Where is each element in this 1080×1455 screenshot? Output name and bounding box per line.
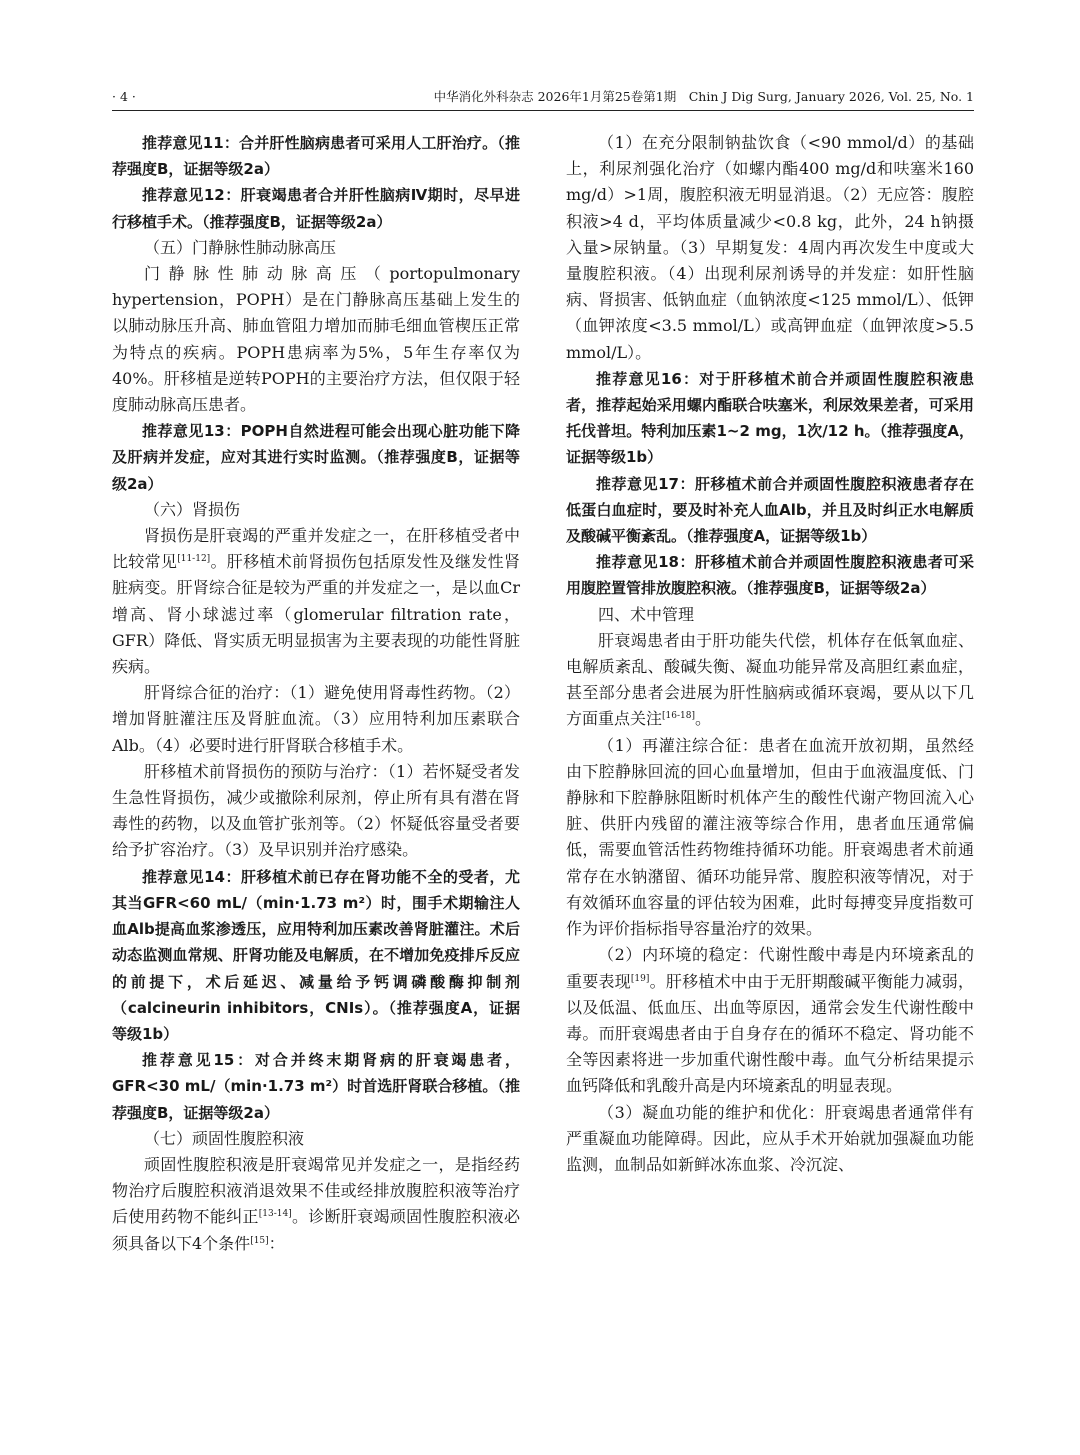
- text-segment: 。肝移植术前肾损伤包括原发性及继发性肾脏病变。肝肾综合征是较为严重的并发症之一，是以血Cr增高、肾小球滤过率（glomerular filtration rate，GFR）降低、肾实质无明显损害为主要表现的功能性肾脏疾病。: [112, 552, 520, 677]
- text-segment: ：: [268, 1233, 285, 1253]
- citation-ref: [15]: [250, 1235, 269, 1246]
- citation-ref: [13-14]: [258, 1209, 292, 1220]
- paragraph-kidney-prevention: 肝移植术前肾损伤的预防与治疗：（1）若怀疑受者发生急性肾损伤，减少或撤除利尿剂，停止所有具有潜在肾毒性的药物，以及血管扩张剂等。（2）怀疑低容量受者要给予扩容治疗。（3）及早识别并治疗感染。: [112, 761, 520, 860]
- paragraph-coagulation: （3）凝血功能的维护和优化：肝衰竭患者通常伴有严重凝血功能障碍。因此，应从手术开始就加强凝血功能监测，血制品如新鲜冰冻血浆、冷沉淀、: [566, 1102, 974, 1174]
- paragraph-poph: 门静脉性肺动脉高压（portopulmonary hypertension，POPH）是在门静脉高压基础上发生的以肺动脉压升高、肺血管阻力增加而肺毛细血管楔压正常为特点的疾病。POPH患病率为5%，5年生存率仅为40%。肝移植是逆转POPH的主要治疗方法，但仅限于轻度肺动脉高压患者。: [112, 264, 520, 415]
- text-segment: 肾损伤是肝衰竭的严重并发症之一，在肝移植受者中比较常见: [112, 526, 520, 572]
- section-heading-intraop: 四、术中管理: [598, 604, 695, 624]
- page-number: · 4 ·: [112, 89, 136, 104]
- page-header: [112, 88, 974, 111]
- section-heading-poph: （五）门静脉性肺动脉高压: [144, 237, 337, 257]
- paragraph-ascites: [112, 1152, 520, 1257]
- text-segment: 。诊断肝衰竭顽固性腹腔积液必须具备以下4个条件: [112, 1207, 520, 1253]
- right-column: [566, 130, 974, 1178]
- section-heading-kidney-injury: （六）肾损伤: [144, 499, 241, 519]
- recommendation-16: 推荐意见16：对于肝移植术前合并顽固性腹腔积液患者，推荐起始采用螺内酯联合呋塞米，利尿效果差者，可采用托伐普坦。特利加压素1~2 mg，1次/12 h。（推荐强度A，证据等级1b）: [566, 369, 974, 467]
- recommendation-14: 推荐意见14：肝移植术前已存在肾功能不全的受者，尤其当GFR<60 mL/（min·1.73 m²）时，围手术期输注人血Alb提高血浆渗透压，应用特利加压素改善肾脏灌注。术后动态监测血常规、肝肾功能及电解质，在不增加免疫排斥反应的前提下，术后延迟、减量给予钙调磷酸酶抑制剂（calcineurin inhibitors，CNIs）。（推荐强度A，证据等级1b）: [112, 867, 520, 1043]
- journal-citation: 中华消化外科杂志 2026年1月第25卷第1期 Chin J Dig Surg, January 2026, Vol. 25, No. 1: [433, 89, 974, 104]
- text-segment: 。肝移植术中由于无肝期酸碱平衡能力减弱，以及低温、低血压、出血等原因，通常会发生代谢性酸中毒。而肝衰竭患者由于自身存在的循环不稳定、肾功能不全等因素将进一步加重代谢性酸中毒。血气分析结果提示血钙降低和乳酸升高是内环境紊乱的明显表现。: [566, 971, 974, 1096]
- recommendation-15: 推荐意见15：对合并终末期肾病的肝衰竭患者，GFR<30 mL/（min·1.73 m²）时首选肝肾联合移植。（推荐强度B，证据等级2a）: [112, 1051, 520, 1122]
- section-heading-ascites: （七）顽固性腹腔积液: [144, 1128, 305, 1148]
- text-segment: 。: [694, 709, 711, 729]
- text-segment: 顽固性腹腔积液是肝衰竭常见并发症之一，是指经药物治疗后腹腔积液消退效果不佳或经排放腹腔积液等治疗后使用药物不能纠正: [112, 1154, 520, 1227]
- paragraph-ascites-criteria: （1）在充分限制钠盐饮食（<90 mmol/d）的基础上，利尿剂强化治疗（如螺内酯400 mg/d和呋塞米160 mg/d）>1周，腹腔积液无明显消退。（2）无应答：腹腔积液>4 d，平均体质量减少<0.8 kg，此外，24 h钠摄入量>尿钠量。（3）早期复发：4周内再次发生中度或大量腹腔积液。（4）出现利尿剂诱导的并发症：如肝性脑病、肾损害、低钠血症（血钠浓度<125 mmol/L）、低钾（血钾浓度<3.5 mmol/L）或高钾血症（血钾浓度>5.5 mmol/L）。: [566, 133, 974, 362]
- text-segment: （2）内环境的稳定：代谢性酸中毒是内环境紊乱的重要表现: [566, 945, 974, 991]
- left-column: [112, 130, 520, 1257]
- citation-ref: [11-12]: [177, 554, 211, 565]
- paragraph-kidney-injury: [112, 523, 520, 680]
- citation-ref: [16-18]: [662, 711, 695, 722]
- citation-ref: [19]: [630, 973, 650, 984]
- paragraph-hrs-treatment: 肝肾综合征的治疗：（1）避免使用肾毒性药物。（2）增加肾脏灌注压及肾脏血流。（3）应用特利加压素联合Alb。（4）必要时进行肝肾联合移植手术。: [112, 683, 520, 755]
- recommendation-13: 推荐意见13：POPH自然进程可能会出现心脏功能下降及肝病并发症，应对其进行实时监测。（推荐强度B，证据等级2a）: [112, 422, 520, 493]
- paragraph-internal-environment: [566, 942, 974, 1099]
- recommendation-11: 推荐意见11：合并肝性脑病患者可采用人工肝治疗。（推荐强度B，证据等级2a）: [112, 134, 520, 179]
- recommendation-12: 推荐意见12：肝衰竭患者合并肝性脑病Ⅳ期时，尽早进行移植手术。（推荐强度B，证据等级2a）: [112, 186, 520, 231]
- text-segment: 肝衰竭患者由于肝功能失代偿，机体存在低氧血症、电解质紊乱、酸碱失衡、凝血功能异常及高胆红素血症，甚至部分患者会进展为肝性脑病或循环衰竭，要从以下几方面重点关注: [566, 630, 974, 729]
- paragraph-reperfusion: （1）再灌注综合征：患者在血流开放初期，虽然经由下腔静脉回流的回心血量增加，但由于血液温度低、门静脉和下腔静脉阻断时机体产生的酸性代谢产物回流入心脏、供肝内残留的灌注液等综合作用，患者血压通常偏低，需要血管活性药物维持循环功能。肝衰竭患者术前通常存在水钠潴留、循环功能异常、腹腔积液等情况，对于有效循环血容量的评估较为困难，此时每搏变异度指数可作为评价指标指导容量治疗的效果。: [566, 735, 974, 939]
- paragraph-intraop-intro: [566, 628, 974, 733]
- recommendation-17: 推荐意见17：肝移植术前合并顽固性腹腔积液患者存在低蛋白血症时，要及时补充人血Alb，并且及时纠正水电解质及酸碱平衡紊乱。（推荐强度A，证据等级1b）: [566, 474, 974, 546]
- recommendation-18: 推荐意见18：肝移植术前合并顽固性腹腔积液患者可采用腹腔置管排放腹腔积液。（推荐强度B，证据等级2a）: [566, 553, 974, 598]
